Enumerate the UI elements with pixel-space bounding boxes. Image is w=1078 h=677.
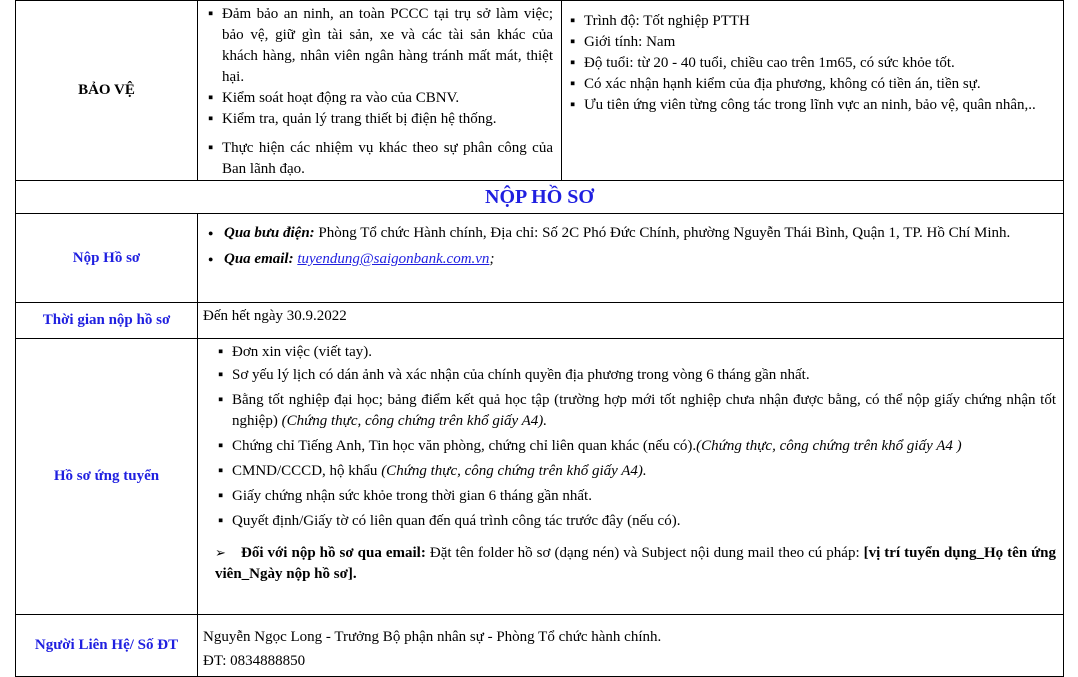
recruitment-table xyxy=(15,0,1064,677)
document-item: ▪ Sơ yếu lý lịch có dán ảnh và xác nhận của chính quyền địa phương trong vòng 6 tháng gần nhất. xyxy=(232,365,1056,386)
requirement-item: ▪ Trình độ: Tốt nghiệp PTTH xyxy=(584,11,1056,32)
post-method-label: Qua bưu điện: xyxy=(224,225,315,241)
document-item: ▪ Giấy chứng nhận sức khỏe trong thời gian 6 tháng gần nhất. xyxy=(232,486,1056,507)
contact-phone: ĐT: 0834888850 xyxy=(203,653,306,669)
email-method-label: Qua email: xyxy=(224,251,294,267)
section-title-cell xyxy=(16,181,1064,214)
thoi-gian-value: Đến hết ngày 30.9.2022 xyxy=(198,303,1064,339)
requirement-item: ▪ Có xác nhận hạnh kiểm của địa phương, không có tiền án, tiền sự. xyxy=(584,74,1056,95)
email-note-label: Đối với nộp hồ sơ qua email: xyxy=(241,545,426,561)
lien-he-cell xyxy=(198,615,1064,677)
ho-so-label: Hồ sơ ứng tuyển xyxy=(16,339,198,615)
nop-ho-so-cell xyxy=(198,214,1064,303)
bao-ve-label: BẢO VỆ xyxy=(16,1,198,181)
email-method-item xyxy=(224,249,1056,270)
email-note-syntax: [vị trí tuyển dụng_Họ tên ứng viên_Ngày nộp hồ sơ]. xyxy=(215,545,1057,582)
ho-so-content xyxy=(198,339,1063,585)
arrow-icon: ➢ xyxy=(215,545,226,560)
thoi-gian-label: Thời gian nộp hồ sơ xyxy=(16,303,198,339)
duty-item: ▪ Kiểm tra, quản lý trang thiết bị điện hệ thống. xyxy=(222,109,553,130)
document-item: ▪ CMND/CCCD, hộ khẩu (Chứng thực, công chứng trên khổ giấy A4). xyxy=(232,461,1056,482)
requirement-item: ▪ Độ tuổi: từ 20 - 40 tuổi, chiều cao trên 1m65, có sức khỏe tốt. xyxy=(584,53,1056,74)
lien-he-label: Người Liên Hệ/ Số ĐT xyxy=(16,615,198,677)
duty-item: ▪ Kiểm soát hoạt động ra vào của CBNV. xyxy=(222,88,553,109)
duties-list xyxy=(198,1,561,180)
document-item: ▪ Bằng tốt nghiệp đại học; bảng điểm kết quả học tập (trường hợp mới tốt nghiệp chưa nhận được bằng, có thể nộp giấy chứng nhận tốt nghiệp) (Chứng thực, công chứng trên khổ giấy A4). xyxy=(232,390,1056,432)
row-lien-he xyxy=(16,615,1064,677)
document-list xyxy=(232,342,1056,532)
ho-so-cell xyxy=(198,339,1064,615)
document-item: ▪ Chứng chỉ Tiếng Anh, Tin học văn phòng, chứng chỉ liên quan khác (nếu có).(Chứng thực, công chứng trên khổ giấy A4 ) xyxy=(232,436,1056,457)
email-note-text: Đặt tên folder hồ sơ (dạng nén) và Subject nội dung mail theo cú pháp: xyxy=(425,545,864,561)
bao-ve-requirements-cell xyxy=(562,1,1064,181)
duty-item: ▪ Thực hiện các nhiệm vụ khác theo sự phân công của Ban lãnh đạo. xyxy=(222,138,553,180)
email-tail: ; xyxy=(489,251,495,267)
post-method-item xyxy=(224,223,1056,244)
requirement-item: ▪ Ưu tiên ứng viên từng công tác trong lĩnh vực an ninh, bảo vệ, quân nhân,.. xyxy=(584,95,1056,116)
email-naming-note xyxy=(215,542,1056,585)
bao-ve-duties-cell xyxy=(198,1,562,181)
row-nop-ho-so xyxy=(16,214,1064,303)
document-item: ▪ Quyết định/Giấy tờ có liên quan đến quá trình công tác trước đây (nếu có). xyxy=(232,511,1056,532)
duty-item: ▪ Đảm bảo an ninh, an toàn PCCC tại trụ sở làm việc; bảo vệ, giữ gìn tài sản, xe và các tài sản khác của khách hàng, nhân viên ngân hàng tránh mất mát, thiệt hại. xyxy=(222,4,553,88)
row-ho-so-ung-tuyen xyxy=(16,339,1064,615)
row-thoi-gian xyxy=(16,303,1064,339)
requirement-item: ▪ Giới tính: Nam xyxy=(584,32,1056,53)
row-bao-ve xyxy=(16,1,1064,181)
contact-name: Nguyễn Ngọc Long - Trưởng Bộ phận nhân sự - Phòng Tổ chức hành chính. xyxy=(203,629,662,645)
submission-methods-list xyxy=(198,214,1063,270)
section-title: NỘP HỒ SƠ xyxy=(485,186,594,208)
document-item: ▪ Đơn xin việc (viết tay). xyxy=(232,342,1056,363)
row-section-title xyxy=(16,181,1064,214)
requirements-list xyxy=(562,1,1063,116)
post-method-text: Phòng Tổ chức Hành chính, Địa chỉ: Số 2C Phó Đức Chính, phường Nguyễn Thái Bình, Quận 1, TP. Hồ Chí Minh. xyxy=(314,225,1011,241)
nop-ho-so-label: Nộp Hồ sơ xyxy=(16,214,198,303)
email-link[interactable]: tuyendung@saigonbank.com.vn xyxy=(297,251,490,267)
